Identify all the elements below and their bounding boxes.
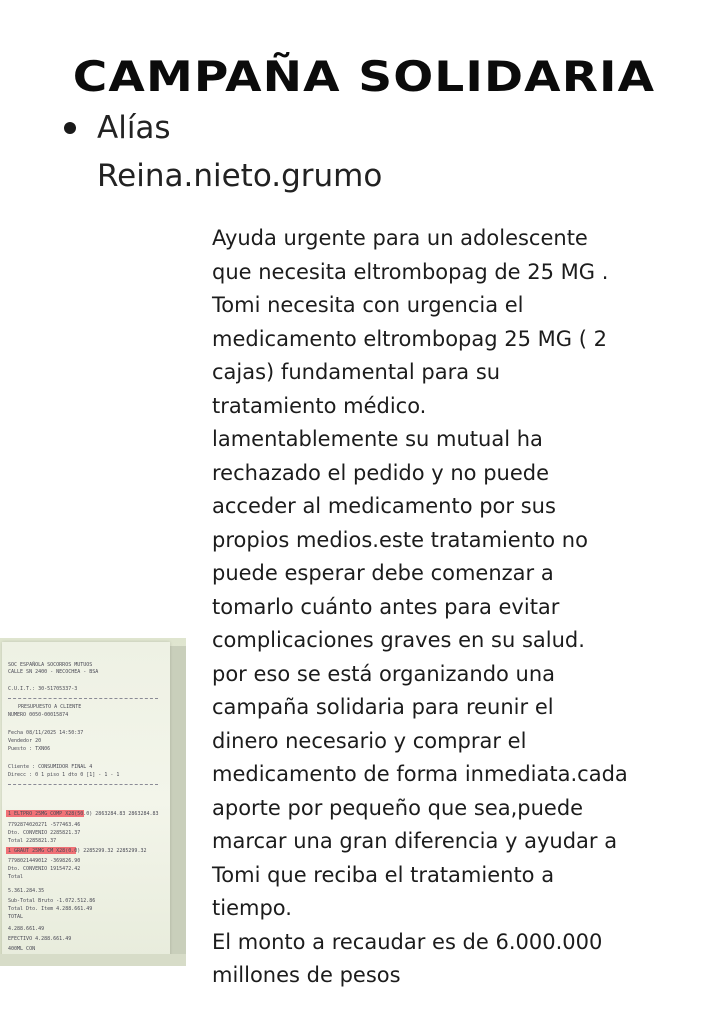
description-line: cajas) fundamental para su	[212, 360, 501, 384]
receipt-line: SOC ESPAÑOLA SOCORROS MUTUOS	[8, 662, 93, 668]
campaign-description	[212, 222, 722, 993]
description-line: tratamiento médico.	[212, 393, 427, 418]
description-line: Tomi que reciba el tratamiento a	[212, 862, 555, 887]
alias-label: Alías	[97, 110, 171, 146]
receipt-divider	[8, 698, 158, 699]
description-line: millones de pesos	[212, 963, 401, 987]
description-line: puede esperar debe comenzar a	[212, 561, 554, 585]
description-line: tiempo.	[212, 896, 292, 920]
receipt-line: PRESUPUESTO A CLIENTE	[18, 704, 82, 710]
description-line: Ayuda urgente para un adolescente	[212, 226, 588, 250]
receipt-line: 7792874020271 -577463.46	[8, 822, 81, 828]
receipt-line: Direcc : 0 1 piso 1 dto 0 [1] - 1 - 1	[8, 772, 120, 778]
description-line: El monto a recaudar es de 6.000.000	[212, 929, 603, 954]
receipt-line: Cliente : CONSUMIDOR FINAL 4	[8, 764, 93, 770]
receipt-line: Sub-Total Bruto -1.072.512.86	[8, 898, 96, 904]
receipt-photo	[0, 638, 186, 966]
description-line: propios medios.este tratamiento no	[212, 527, 588, 552]
receipt-line: 1 GRAUT 25MG CM X28(0.0) 2285299.32 2285299.32	[8, 848, 147, 854]
description-line: tomarlo cuánto antes para evitar	[212, 594, 560, 619]
bullet-icon	[64, 122, 76, 134]
receipt-line: Dto. CONVENIO 1915472.42	[8, 866, 81, 872]
receipt-divider	[8, 784, 158, 785]
receipt-line: Total Dto. Item 4.288.661.49	[8, 906, 93, 912]
receipt-line: 5.361.284.35	[8, 888, 45, 894]
receipt-photo-edge	[0, 954, 186, 966]
description-line: medicamento eltrombopag 25 MG ( 2	[212, 326, 607, 351]
receipt-paper	[2, 642, 170, 960]
receipt-line: 400ML CON	[8, 946, 36, 952]
description-line: marcar una gran diferencia y ayudar a	[212, 829, 618, 853]
alias-block	[60, 104, 382, 200]
receipt-line: CALLE SN 2400 - NECOCHEA - BSA	[8, 669, 99, 675]
page-title: CAMPAÑA SOLIDARIA	[72, 52, 656, 101]
receipt-line: EFECTIVO 4.288.661.49	[8, 936, 72, 942]
receipt-line: 4.288.661.49	[8, 926, 45, 932]
description-line: aporte por pequeño que sea,puede	[212, 795, 584, 820]
receipt-line: Total	[8, 874, 24, 880]
receipt-line: 1 ELTPRO 25MG COMP X28(50.0) 2863284.83 2863284.83	[8, 811, 159, 817]
description-line: acceder al medicamento por sus	[212, 494, 556, 518]
description-line: dinero necesario y comprar el	[212, 728, 527, 753]
receipt-line: NUMERO 0050-00015874	[8, 712, 69, 718]
receipt-line: C.U.I.T.: 30-51705337-3	[8, 686, 78, 692]
description-line: rechazado el pedido y no puede	[212, 460, 550, 485]
receipt-line: 7798021449012 -369826.90	[8, 858, 81, 864]
description-line: campaña solidaria para reunir el	[212, 695, 554, 719]
receipt-line: Total 2285821.37	[8, 838, 57, 844]
alias-value: Reina.nieto.grumo	[97, 158, 383, 194]
receipt-line: Fecha 08/11/2025 14:50:37	[8, 730, 84, 736]
description-line: lamentablemente su mutual ha	[212, 427, 543, 451]
description-line: por eso se está organizando una	[212, 661, 556, 686]
description-line: complicaciones graves en su salud.	[212, 628, 585, 652]
alias-label-row	[60, 104, 382, 152]
description-line: Tomi necesita con urgencia el	[212, 293, 524, 317]
description-line: medicamento de forma inmediata.cada	[212, 762, 628, 786]
receipt-line: TOTAL	[8, 914, 24, 920]
receipt-background-paper	[168, 646, 186, 956]
receipt-line: Vendedor 20	[8, 738, 42, 744]
receipt-line: Puesto : TXN06	[8, 746, 51, 752]
description-line: que necesita eltrombopag de 25 MG .	[212, 259, 609, 284]
receipt-line: Dto. CONVENIO 2285821.37	[8, 830, 81, 836]
